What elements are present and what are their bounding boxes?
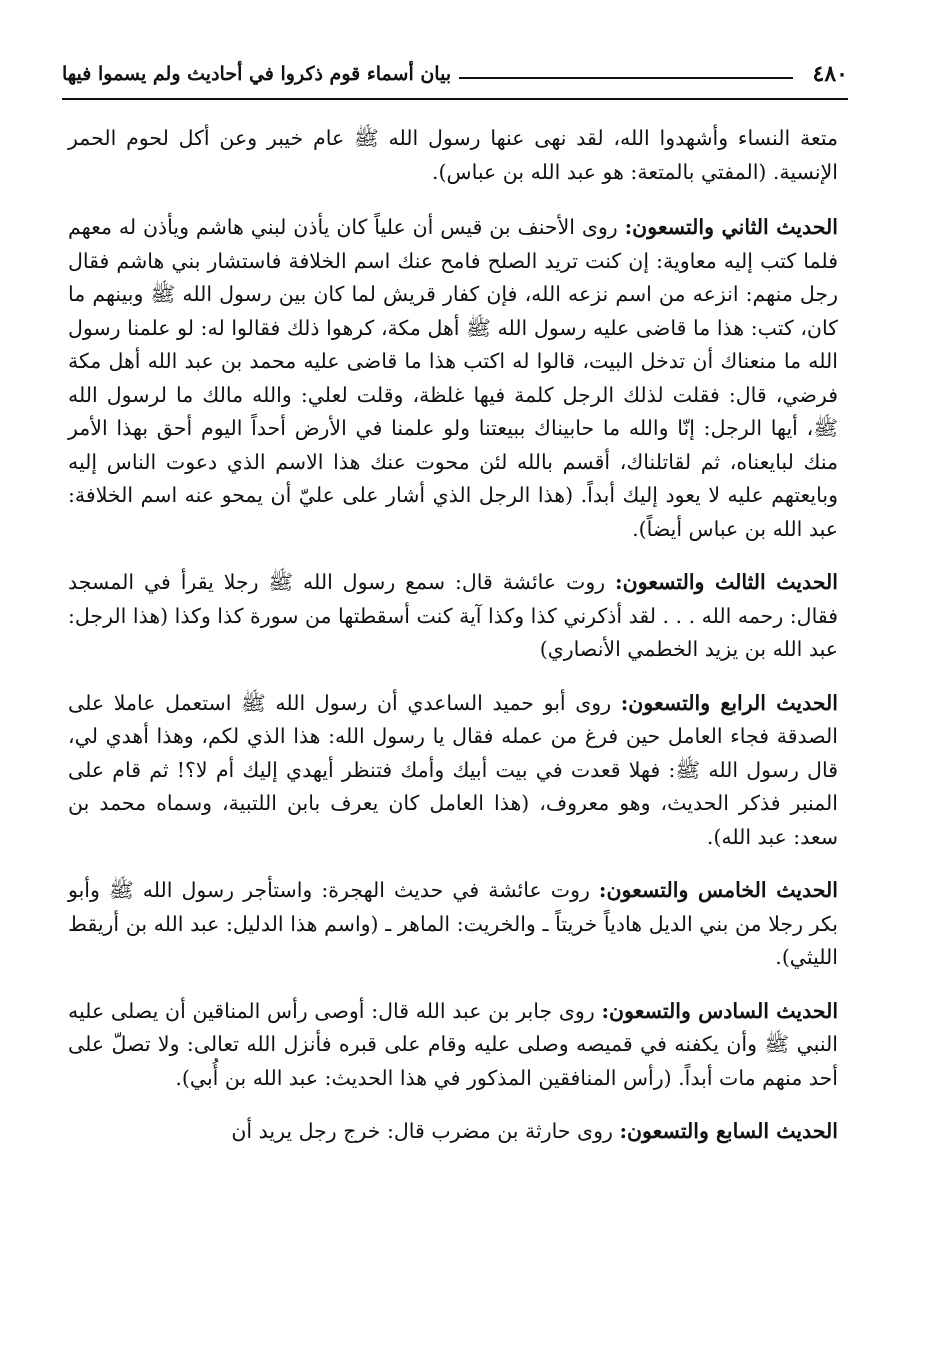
header-rule [459,77,792,79]
hadith-title: الحديث السادس والتسعون: [601,998,839,1023]
hadith-title: الحديث الثالث والتسعون: [615,570,838,594]
hadith-title: الحديث الثاني والتسعون: [624,215,838,239]
page-number: ٤٨٠ [812,61,848,87]
hadith-title: الحديث الخامس والتسعون: [598,878,838,902]
paragraph-text: روت عائشة قال: سمع رسول الله ﷺ رجلا يقرأ في المسجد فقال: رحمه الله . . . لقد أذكرني كذا وكذا آية كنت أسقطتها من سورة كذا وكذا (هذا الرجل: عبد الله بن يزيد الخطمي الأنصاري) [68,570,838,661]
running-title: بيان أسماء قوم ذكروا في أحاديث ولم يسموا فيها [62,63,452,85]
header-divider [62,98,848,100]
paragraph-text: روى جابر بن عبد الله قال: أوصى رأس المناقين أن يصلى عليه النبي ﷺ وأن يكفنه في قميصه وصلى عليه وقام على قبره فأنزل الله تعالى: ولا تصلّ على أحد منهم مات أبداً. (رأس المنافقين المذكور في هذا الحديث: عبد الله بن أُبي). [68,998,838,1090]
hadith-94 [68,687,838,855]
hadith-95 [68,874,838,975]
paragraph-continuation [68,122,838,189]
hadith-92 [68,211,838,546]
paragraph-text: متعة النساء وأشهدوا الله، لقد نهى عنها رسول الله ﷺ عام خيبر وعن أكل لحوم الحمر الإنسية. (المفتي بالمتعة: هو عبد الله بن عباس). [68,126,838,184]
hadith-title: الحديث السابع والتسعون: [619,1119,838,1143]
paragraph-text: روت عائشة في حديث الهجرة: واستأجر رسول الله ﷺ وأبو بكر رجلا من بني الديل هادياً خريتاً ـ والخريت: الماهر ـ (واسم هذا الدليل: عبد الله بن أريقط الليثي). [68,878,838,969]
page-body [68,122,838,1169]
paragraph-text: روى الأحنف بن قيس أن علياً كان يأذن لبني هاشم ويأذن له معهم فلما كتب إليه معاوية: إن كنت تريد الصلح فامح عنك اسم الخلافة فاستشار بني هاشم فقال رجل منهم: انزعه من اسم نزعه الله، فإن كفار قريش لما كان بين رسول الله ﷺ وبينهم ما كان، كتب: هذا ما قاضى عليه رسول الله ﷺ أهل مكة، كرهوا ذلك فقالوا له: لو علمنا رسول الله ما منعناك أن تدخل البيت، قالوا له اكتب هذا ما قاضى عليه محمد بن عبد الله أهل مكة فرضي، قال: فقلت لذلك الرجل كلمة فيها غلظة، وقلت لعلي: والله مالك ما لرسول الله ﷺ، أيها الرجل: إنّا والله ما حابيناك ببيعتنا ولو علمنا في الأرض أحداً اليوم أحق بهذا الأمر منك لبايعناه، ثم لقاتلناك، أقسم بالله لئن محوت عنك هذا الاسم الذي دعوت الناس إليه وبايعتهم عليه لا يعود إليك أبداً. (هذا الرجل الذي أشار على عليّ أن يمحو عنه اسم الخلافة: عبد الله بن عباس أيضاً). [68,215,838,541]
hadith-title: الحديث الرابع والتسعون: [620,690,838,715]
hadith-97 [68,1115,838,1149]
page-header [62,52,848,96]
paragraph-text: روى أبو حميد الساعدي أن رسول الله ﷺ استعمل عاملا على الصدقة فجاء العامل حين فرغ من عمله فقال يا رسول الله: هذا الذي لكم، وهذا أهدي لي، قال رسول الله ﷺ: فهلا قعدت في بيت أبيك وأمك فتنظر أيهدي إليك أم لا؟! ثم قام على المنبر فذكر الحديث، وهو معروف، (هذا العامل كان يعرف بابن اللتبية، وسماه محمد بن سعد: عبد الله). [68,690,838,849]
hadith-93 [68,566,838,667]
paragraph-text: روى حارثة بن مضرب قال: خرج رجل يريد أن [231,1119,620,1143]
hadith-96 [68,995,838,1096]
